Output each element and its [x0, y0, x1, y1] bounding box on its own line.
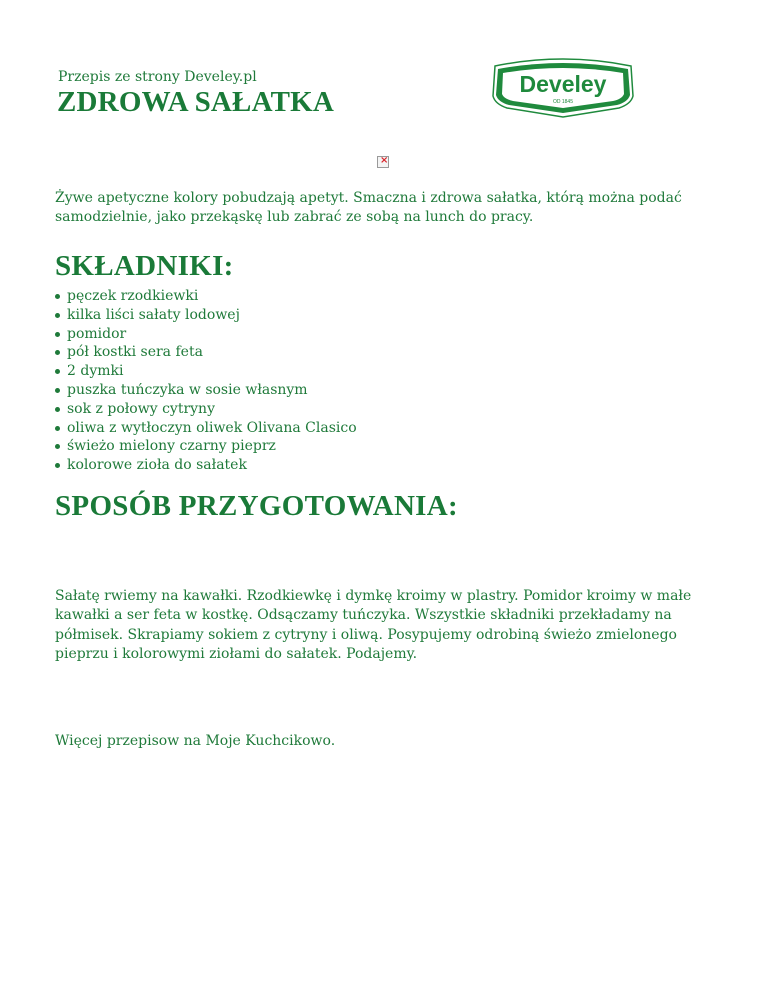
bullet-icon — [55, 369, 60, 374]
more-recipes-text: Więcej przepisow na Moje Kuchcikowo. — [55, 733, 336, 749]
list-item — [55, 343, 357, 362]
ingredient-text: oliwa z wytłoczyn oliwek Olivana Clasico — [67, 419, 357, 436]
list-item — [55, 456, 357, 475]
ingredient-text: kolorowe zioła do sałatek — [67, 457, 247, 474]
ingredient-text: kilka liści sałaty lodowej — [67, 306, 240, 323]
ingredient-text: pęczek rzodkiewki — [67, 288, 199, 304]
bullet-icon — [55, 332, 60, 337]
bullet-icon — [55, 313, 60, 318]
intro-text: Żywe apetyczne kolory pobudzają apetyt. Smaczna i zdrowa sałatka, którą można podać samodzielnie, jako przekąskę lub zabrać ze sobą na lunch do pracy. — [55, 190, 682, 225]
list-item — [55, 419, 357, 438]
bullet-icon — [55, 444, 60, 449]
list-item — [55, 437, 357, 456]
bullet-icon — [55, 426, 60, 431]
bullet-icon — [55, 463, 60, 468]
logo-since: OD 1845 — [552, 99, 574, 105]
list-item — [55, 381, 357, 400]
ingredient-text: puszka tuńczyka w sosie własnym — [67, 381, 308, 398]
list-item — [55, 306, 357, 325]
ingredients-heading: SKŁADNIKI: — [55, 250, 234, 282]
list-item — [55, 362, 357, 381]
method-text: Sałatę rwiemy na kawałki. Rzodkiewkę i dymkę kroimy w plastry. Pomidor kroimy w małe kawałki a ser feta w kostkę. Odsączamy tuńczyka. Wszystkie składniki przekładamy na półmisek. Skrapiamy sokiem z cytryny i oliwą. Posypujemy odrobiną świeżo zmielonego pieprzu i kolorowymi ziołami do sałatek. Podajemy. — [55, 588, 692, 662]
recipe-title: ZDROWA SAŁATKA — [57, 86, 335, 118]
ingredient-text: pomidor — [67, 325, 127, 342]
ingredient-text: pół kostki sera feta — [67, 344, 203, 361]
list-item — [55, 400, 357, 419]
list-item — [55, 287, 357, 306]
bullet-icon — [55, 407, 60, 412]
ingredients-list — [55, 287, 357, 475]
bullet-icon — [55, 350, 60, 355]
bullet-icon — [55, 388, 60, 393]
ingredient-text: 2 dymki — [67, 363, 124, 380]
method-heading: SPOSÓB PRZYGOTOWANIA: — [55, 490, 458, 522]
broken-image-icon: × — [377, 156, 389, 168]
ingredient-text: świeżo mielony czarny pieprz — [67, 438, 276, 455]
source-line: Przepis ze strony Develey.pl — [58, 69, 257, 85]
list-item — [55, 325, 357, 344]
logo-wordmark: Develey — [519, 71, 607, 97]
bullet-icon — [55, 294, 60, 299]
ingredient-text: sok z połowy cytryny — [67, 400, 215, 417]
develey-logo — [489, 56, 637, 118]
